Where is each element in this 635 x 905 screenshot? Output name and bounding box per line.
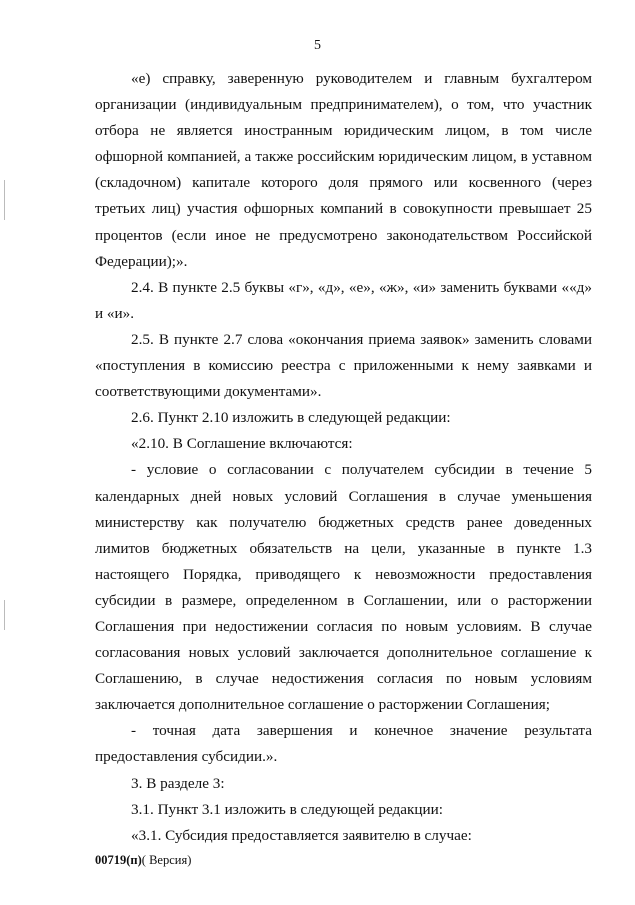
paragraph-2-5: 2.5. В пункте 2.7 слова «окончания приема заявок» заменить словами «поступления в комиссию реестра с приложенными к нему заявками и соответствующими документами». — [95, 330, 592, 401]
paragraph-3-1: 3.1. Пункт 3.1 изложить в следующей редакции: — [131, 800, 444, 818]
paragraph-subsidy-result: - точная дата завершения и конечное значение результата предоставления субсидии.». — [95, 722, 592, 766]
paragraph-offshore-certificate: «е) справку, заверенную руководителем и главным бухгалтером организации (индивидуальным предпринимателем), о том, что участник отбора не является иностранным юридическим лицом, в том числе офшорной компанией, а также российским юридическим лицом, в уставном (складочном) капитале которого доля прямого или косвенного (через третьих лиц) участия офшорных компаний в совокупности превышает 25 процентов (если иное не предусмотрено законодательством Российской Федерации);». — [95, 70, 592, 270]
document-version: ( Версия) — [141, 853, 192, 867]
paragraph-section-3: 3. В разделе 3: — [131, 774, 225, 792]
paragraph-3-1-text: «3.1. Субсидия предоставляется заявителю в случае: — [131, 826, 472, 844]
document-footer — [95, 853, 191, 868]
document-body — [95, 66, 592, 849]
scan-edge-mark — [4, 180, 5, 220]
paragraph-2-6: 2.6. Пункт 2.10 изложить в следующей редакции: — [131, 409, 451, 427]
scan-edge-mark — [4, 600, 5, 630]
page-number: 5 — [314, 38, 321, 53]
paragraph-2-4: 2.4. В пункте 2.5 буквы «г», «д», «е», «ж», «и» заменить буквами ««д» и «и». — [95, 278, 592, 322]
document-code: 00719(п) — [95, 853, 142, 867]
paragraph-2-10-heading: «2.10. В Соглашение включаются: — [131, 435, 353, 453]
paragraph-agreement-condition: - условие о согласовании с получателем субсидии в течение 5 календарных дней новых условий Соглашения в случае уменьшения министерству как получателю бюджетных средств ранее доведенных лимитов бюджетных обязательств на цели, указанные в пункте 1.3 настоящего Порядка, приводящего к невозможности предоставления субсидии в размере, определенном в Соглашении, или о расторжении Соглашения при недостижении согласия по новым условиям. В случае согласования новых условий заключается дополнительное соглашение к Соглашению, в случае недостижения согласия по новым условиям заключается дополнительное соглашение о расторжении Соглашения; — [95, 461, 592, 714]
